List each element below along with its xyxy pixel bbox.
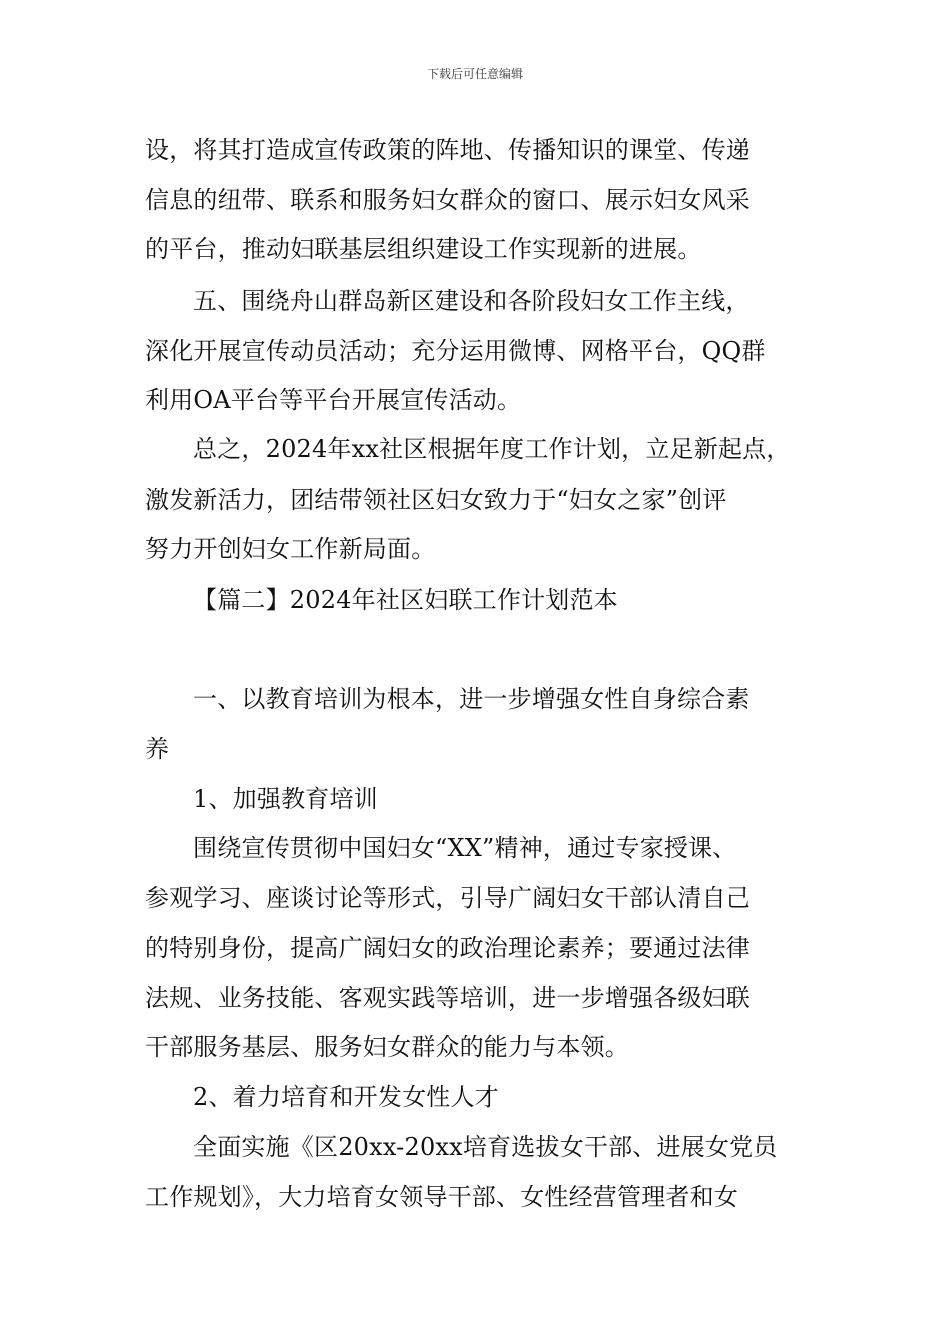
paragraph-line-8: 激发新活力，团结带领社区妇女致力于“妇女之家”创评 (145, 486, 727, 514)
page-header: 下载后可任意编辑 (426, 67, 523, 81)
paragraph-line-14: 的特别身份，提高广阔妇女的政治理论素养；要通过法律 (145, 934, 750, 962)
paragraph-line-15: 法规、业务技能、客观实践等培训，进一步增强各级妇联 (145, 984, 750, 1012)
paragraph-line-7: 总之，2024年xx社区根据年度工作计划，立足新起点， (193, 435, 791, 463)
paragraph-line-16: 干部服务基层、服务妇女群众的能力与本领。 (145, 1033, 629, 1061)
paragraph-line-5: 深化开展宣传动员活动；充分运用微博、网格平台，QQ群 (145, 337, 766, 365)
subsection-heading-2: 2、着力培育和开发女性人才 (193, 1083, 499, 1111)
subsection-heading-1: 1、加强教育培训 (193, 785, 378, 813)
section-heading: 【篇二】2024年社区妇联工作计划范本 (193, 586, 618, 614)
paragraph-line-6: 利用OA平台等平台开展宣传活动。 (145, 386, 522, 414)
paragraph-line-1: 设，将其打造成宣传政策的阵地、传播知识的课堂、传递 (145, 136, 750, 164)
paragraph-line-12: 围绕宣传贯彻中国妇女“XX”精神，通过专家授课、 (193, 834, 737, 862)
paragraph-line-2: 信息的纽带、联系和服务妇女群众的窗口、展示妇女风采 (145, 186, 750, 214)
paragraph-line-13: 参观学习、座谈讨论等形式，引导广阔妇女干部认清自己 (145, 884, 750, 912)
paragraph-line-4: 五、围绕舟山群岛新区建设和各阶段妇女工作主线， (193, 287, 750, 315)
paragraph-line-11: 养 (145, 735, 170, 763)
paragraph-line-18: 工作规划》，大力培育女领导干部、女性经营管理者和女 (145, 1183, 738, 1211)
paragraph-line-3: 的平台，推动妇联基层组织建设工作实现新的进展。 (145, 235, 702, 263)
paragraph-line-9: 努力开创妇女工作新局面。 (145, 535, 436, 563)
paragraph-line-17: 全面实施《区20xx-20xx培育选拔女干部、进展女党员 (193, 1133, 778, 1161)
paragraph-line-10: 一、以教育培训为根本，进一步增强女性自身综合素 (193, 685, 750, 713)
